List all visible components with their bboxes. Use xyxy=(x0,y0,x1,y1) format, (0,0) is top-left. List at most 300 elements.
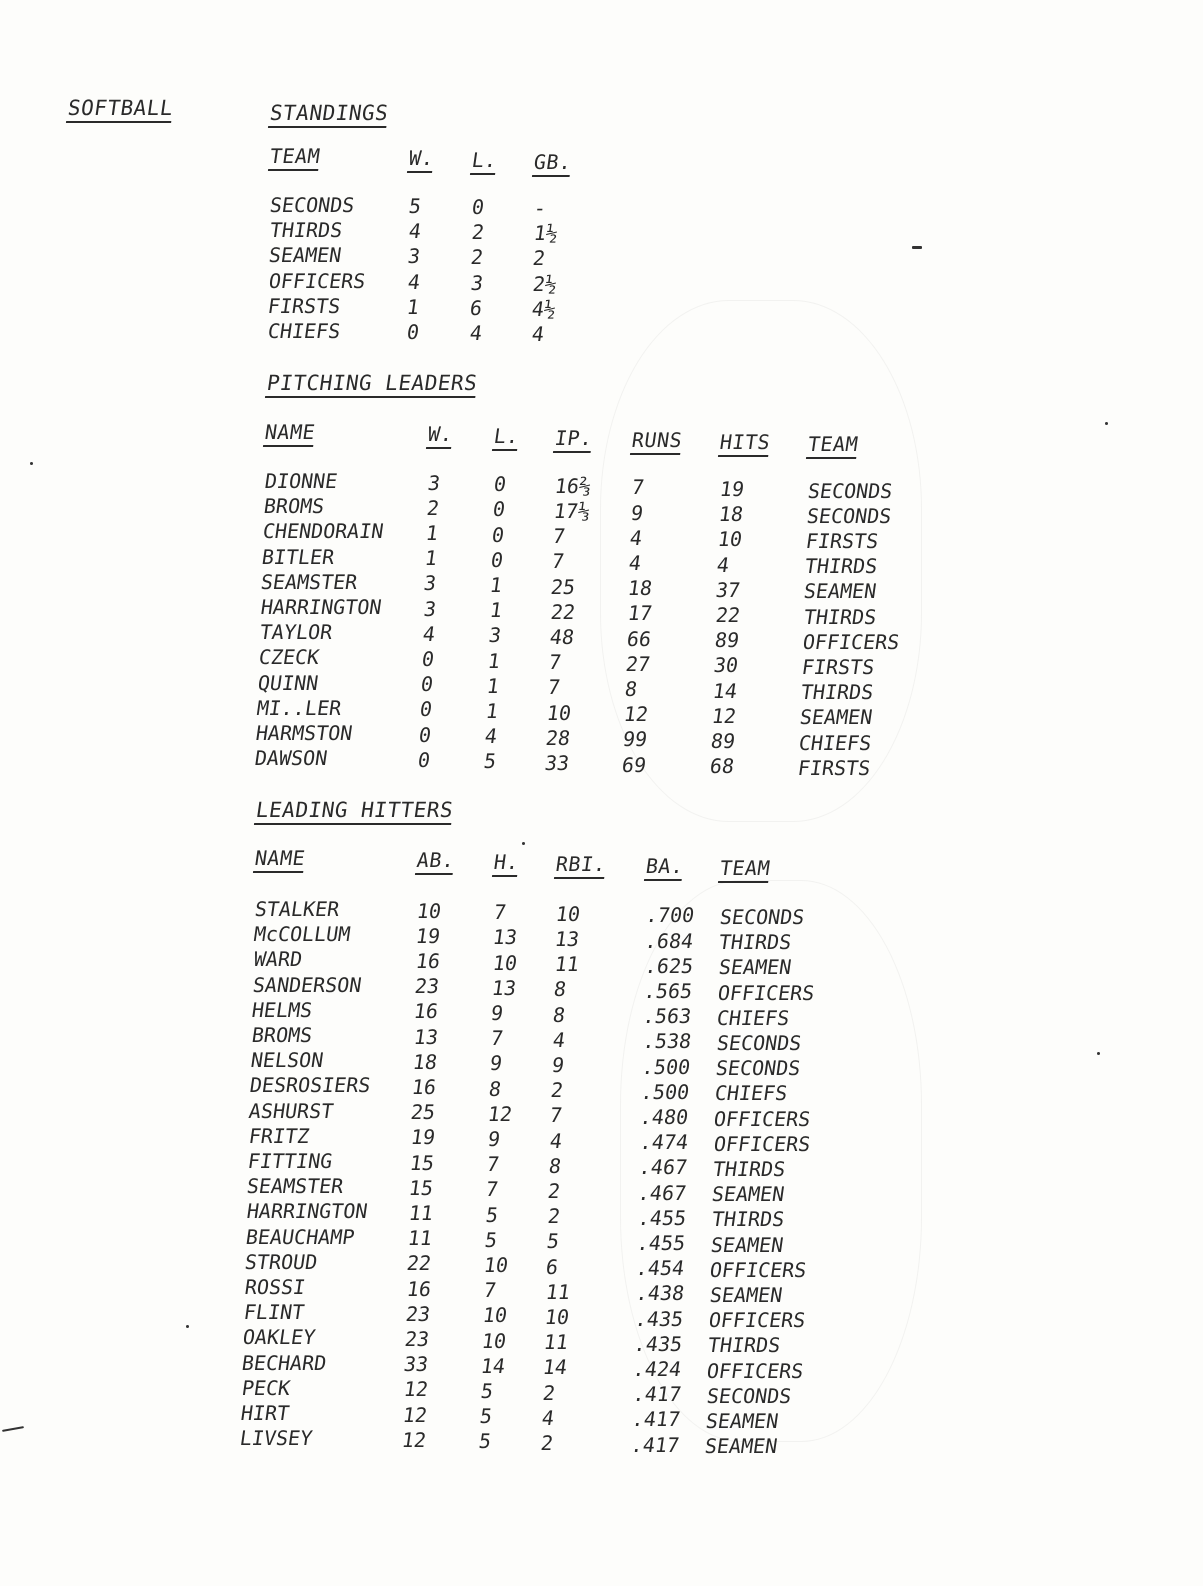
pitching-cell-runs: 9 xyxy=(629,500,645,525)
pitching-cell-runs: 4 xyxy=(628,525,644,550)
pitching-column-header: NAME xyxy=(263,420,317,444)
hitting-cell-h: 7 xyxy=(488,1026,505,1051)
hitting-cell-rbi: 8 xyxy=(547,1153,563,1178)
hitting-row xyxy=(0,1426,1203,1459)
hitting-cell-ba: .700 xyxy=(644,903,696,928)
hitting-cell-team: SEAMEN xyxy=(716,955,793,980)
hitting-row xyxy=(0,1375,1203,1408)
pitching-cell-hits: 14 xyxy=(711,678,739,703)
pitching-row xyxy=(0,544,1203,579)
hitting-cell-ab: 22 xyxy=(405,1251,433,1276)
hitting-cell-team: SEAMEN xyxy=(709,1232,785,1257)
hitting-row xyxy=(0,1048,1203,1081)
hitting-cell-name: ROSSI xyxy=(242,1275,307,1299)
hitting-cell-ab: 15 xyxy=(407,1175,436,1200)
pitching-cell-l: 1 xyxy=(488,572,505,597)
pitching-cell-hits: 19 xyxy=(718,477,746,501)
hitting-row xyxy=(0,947,1203,980)
pitching-cell-ip: 7 xyxy=(547,650,563,675)
hitting-cell-ba: .563 xyxy=(641,1004,694,1029)
hitting-cell-ab: 16 xyxy=(410,1074,438,1099)
hitting-cell-name: BROMS xyxy=(249,1023,314,1047)
hitting-cell-h: 9 xyxy=(488,1051,504,1076)
standings-cell-gb: 2 xyxy=(531,246,547,271)
pitching-cell-w: 1 xyxy=(423,546,440,571)
hitting-row xyxy=(0,922,1203,955)
pitching-cell-name: HARMSTON xyxy=(254,721,355,745)
hitting-cell-h: 13 xyxy=(490,975,518,1000)
hitting-cell-ab: 23 xyxy=(403,1326,431,1351)
hitting-cell-team: SECONDS xyxy=(705,1383,793,1408)
standings-cell-team: SECONDS xyxy=(268,193,356,217)
pitching-column-header: IP. xyxy=(553,426,595,450)
hitting-cell-h: 7 xyxy=(481,1278,498,1303)
hitting-row xyxy=(0,1073,1203,1106)
hitting-cell-team: CHIEFS xyxy=(715,1005,792,1030)
hitting-row xyxy=(0,1023,1203,1055)
hitting-row xyxy=(0,1199,1203,1232)
standings-cell-gb: 1½ xyxy=(531,221,560,246)
pitching-cell-ip: 7 xyxy=(551,524,567,549)
hitting-cell-team: SEAMEN xyxy=(704,1409,780,1433)
standings-cell-l: 3 xyxy=(469,270,485,295)
pitching-cell-w: 3 xyxy=(426,470,442,495)
pitching-cell-name: CHENDORAIN xyxy=(261,519,386,544)
hitting-cell-h: 12 xyxy=(486,1101,515,1126)
hitting-row xyxy=(0,1224,1203,1257)
hitting-cell-team: SECONDS xyxy=(714,1056,802,1081)
hitting-cell-ab: 18 xyxy=(411,1049,439,1074)
hitting-cell-ab: 19 xyxy=(414,923,443,948)
hitting-cell-ba: .424 xyxy=(631,1356,684,1381)
pitching-cell-w: 1 xyxy=(424,520,440,545)
hitting-cell-name: ASHURST xyxy=(247,1098,336,1123)
standings-cell-l: 4 xyxy=(468,321,484,345)
pitching-cell-ip: 25 xyxy=(549,574,578,599)
hitting-cell-name: FITTING xyxy=(246,1149,334,1173)
hitting-cell-team: SECONDS xyxy=(718,905,806,929)
pitching-cell-ip: 10 xyxy=(545,700,573,725)
pitching-row xyxy=(0,519,1203,553)
hitting-cell-ba: .417 xyxy=(631,1382,683,1407)
hitting-cell-ab: 12 xyxy=(400,1427,429,1452)
pitching-cell-ip: 7 xyxy=(546,675,562,700)
hitting-cell-team: SECONDS xyxy=(714,1031,803,1055)
pitching-column-header: W. xyxy=(426,422,455,446)
hitting-cell-name: OAKLEY xyxy=(241,1325,318,1350)
pitching-cell-w: 4 xyxy=(420,621,437,646)
pitching-cell-hits: 4 xyxy=(715,552,732,577)
pitching-cell-runs: 27 xyxy=(624,651,652,676)
pitching-cell-name: DIONNE xyxy=(263,469,339,493)
hitting-row xyxy=(0,1149,1203,1181)
standings-row xyxy=(0,243,1203,269)
hitting-cell-h: 7 xyxy=(485,1152,501,1177)
hitting-cell-team: OFFICERS xyxy=(708,1257,809,1282)
hitting-cell-name: DESROSIERS xyxy=(248,1073,373,1098)
pitching-cell-l: 0 xyxy=(491,497,507,522)
pitching-cell-l: 0 xyxy=(492,472,508,497)
standings-cell-gb: 2½ xyxy=(531,271,559,296)
hitting-cell-ba: .467 xyxy=(636,1180,689,1205)
standings-cell-gb: 4½ xyxy=(530,296,559,321)
pitching-cell-ip: 28 xyxy=(544,725,572,750)
pitching-cell-name: BROMS xyxy=(262,494,326,519)
pitching-cell-team: SECONDS xyxy=(806,478,894,503)
pitching-cell-name: CZECK xyxy=(257,645,321,670)
hitting-cell-rbi: 11 xyxy=(543,1279,572,1304)
standings-column-header: L. xyxy=(470,148,499,172)
hitting-cell-team: OFFICERS xyxy=(705,1358,806,1383)
standings-cell-team: THIRDS xyxy=(267,218,344,243)
pitching-cell-l: 0 xyxy=(490,522,506,547)
pitching-cell-runs: 17 xyxy=(625,601,654,626)
hitting-cell-rbi: 4 xyxy=(550,1027,567,1052)
standings-column-header: TEAM xyxy=(268,144,322,168)
hitting-cell-ab: 23 xyxy=(413,974,441,999)
hitting-cell-name: PECK xyxy=(240,1375,292,1400)
hitting-cell-ab: 15 xyxy=(408,1150,436,1175)
standings-cell-l: 2 xyxy=(469,220,486,245)
hitting-cell-rbi: 5 xyxy=(545,1229,561,1254)
hitting-row xyxy=(0,1325,1203,1358)
hitting-cell-team: SEAMEN xyxy=(703,1434,780,1459)
hitting-cell-ba: .480 xyxy=(638,1104,691,1129)
hitting-cell-rbi: 10 xyxy=(543,1304,571,1329)
hitting-column-header: AB. xyxy=(415,848,457,872)
standings-row xyxy=(0,269,1203,295)
pitching-row xyxy=(0,595,1203,629)
hitting-cell-name: FRITZ xyxy=(247,1123,311,1148)
pitching-cell-ip: 17⅓ xyxy=(552,498,592,523)
pitching-cell-ip: 22 xyxy=(548,599,577,624)
pitching-cell-ip: 7 xyxy=(550,549,567,574)
pitching-row xyxy=(0,695,1203,730)
hitting-row xyxy=(0,1401,1203,1433)
hitting-cell-ab: 16 xyxy=(412,999,440,1024)
hitting-cell-ba: .455 xyxy=(635,1230,687,1255)
standings-column-header: W. xyxy=(407,146,436,170)
standings-cell-team: CHIEFS xyxy=(266,319,342,343)
pitching-cell-name: DAWSON xyxy=(253,746,330,771)
standings-row xyxy=(0,319,1203,345)
pitching-cell-name: SEAMSTER xyxy=(259,569,360,594)
hitting-cell-rbi: 2 xyxy=(545,1204,562,1229)
pitching-cell-w: 2 xyxy=(425,495,441,520)
hitting-cell-rbi: 10 xyxy=(554,901,582,926)
hitting-cell-name: BEAUCHAMP xyxy=(244,1224,356,1249)
hitting-cell-ab: 33 xyxy=(402,1352,431,1377)
pitching-cell-team: THIRDS xyxy=(803,554,880,579)
hitting-cell-h: 9 xyxy=(489,1000,505,1025)
pitching-cell-hits: 68 xyxy=(708,754,736,779)
hitting-cell-rbi: 14 xyxy=(541,1355,570,1380)
hitting-cell-team: OFFICERS xyxy=(716,980,816,1005)
speck xyxy=(1105,422,1108,425)
hitting-cell-team: CHIEFS xyxy=(713,1081,790,1106)
hitting-cell-ab: 12 xyxy=(402,1377,430,1402)
hitting-cell-ab: 23 xyxy=(404,1301,432,1326)
pitching-cell-l: 1 xyxy=(484,698,500,723)
hitting-cell-name: WARD xyxy=(251,947,304,972)
pitching-row xyxy=(0,670,1203,705)
hitting-column-header: RBI. xyxy=(554,852,608,876)
pitching-cell-team: SEAMEN xyxy=(798,705,874,730)
pitching-cell-w: 0 xyxy=(417,722,433,747)
hitting-cell-ba: .438 xyxy=(633,1281,686,1306)
hitting-cell-rbi: 7 xyxy=(548,1103,565,1128)
pitching-cell-team: SEAMEN xyxy=(802,579,879,604)
hitting-cell-name: SEAMSTER xyxy=(245,1174,346,1199)
standings-row xyxy=(0,218,1203,244)
pitching-cell-name: QUINN xyxy=(256,670,320,695)
standings-row xyxy=(0,193,1203,219)
pitching-column-header: RUNS xyxy=(630,428,684,452)
pitching-cell-w: 0 xyxy=(418,697,434,722)
pitching-row xyxy=(0,645,1203,679)
hitting-cell-name: HELMS xyxy=(250,997,315,1022)
pitching-title: PITCHING LEADERS xyxy=(265,371,479,395)
pitching-cell-l: 0 xyxy=(489,547,506,572)
pitching-cell-runs: 99 xyxy=(621,727,649,752)
pitching-cell-l: 4 xyxy=(483,724,499,749)
hitting-cell-ab: 11 xyxy=(406,1200,435,1225)
hitting-cell-ba: .467 xyxy=(637,1155,689,1180)
hitting-cell-name: BECHARD xyxy=(240,1350,329,1375)
hitting-cell-rbi: 2 xyxy=(549,1078,565,1103)
hitting-column-header: TEAM xyxy=(718,856,772,880)
hitting-cell-h: 5 xyxy=(483,1227,499,1252)
standings-column-header: GB. xyxy=(532,150,574,174)
hitting-cell-rbi: 2 xyxy=(546,1178,563,1203)
hitting-cell-name: SANDERSON xyxy=(251,972,363,997)
hitting-cell-h: 10 xyxy=(481,1303,509,1328)
pitching-cell-runs: 8 xyxy=(623,676,639,701)
pitching-column-header: L. xyxy=(492,424,521,448)
hitting-cell-ba: .455 xyxy=(635,1205,688,1230)
standings-cell-team: OFFICERS xyxy=(267,268,367,293)
pitching-column-header: HITS xyxy=(718,430,772,454)
pitching-row xyxy=(0,494,1203,528)
hitting-row xyxy=(0,1249,1203,1282)
hitting-cell-team: THIRDS xyxy=(717,930,794,955)
pitching-cell-hits: 12 xyxy=(710,703,738,728)
hitting-cell-ab: 11 xyxy=(406,1226,434,1251)
standings-cell-w: 4 xyxy=(406,219,423,244)
standings-cell-team: SEAMEN xyxy=(267,243,344,268)
pitching-cell-name: MI..LER xyxy=(255,695,343,720)
hitting-cell-ab: 16 xyxy=(404,1276,433,1301)
hitting-cell-ba: .684 xyxy=(643,928,696,953)
pitching-cell-w: 0 xyxy=(420,646,436,671)
standings-cell-gb: 4 xyxy=(530,322,546,346)
hitting-cell-h: 5 xyxy=(483,1202,500,1227)
hitting-cell-ab: 19 xyxy=(409,1125,437,1150)
hitting-cell-h: 8 xyxy=(487,1076,503,1101)
pitching-cell-w: 3 xyxy=(422,571,439,596)
hitting-cell-team: THIRDS xyxy=(706,1333,783,1358)
pitching-cell-ip: 48 xyxy=(547,624,576,649)
hitting-cell-ab: 16 xyxy=(413,948,442,973)
pitching-cell-hits: 89 xyxy=(712,628,741,653)
hitting-title: LEADING HITTERS xyxy=(254,798,455,822)
pitching-cell-ip: 33 xyxy=(543,750,571,775)
pitching-cell-w: 0 xyxy=(416,747,432,772)
hitting-cell-h: 13 xyxy=(491,925,520,950)
hitting-cell-h: 9 xyxy=(486,1126,502,1151)
hitting-cell-ba: .625 xyxy=(642,953,695,978)
speck xyxy=(522,842,525,845)
hitting-row xyxy=(0,897,1203,929)
pitching-cell-ip: 16⅔ xyxy=(553,473,593,498)
hitting-cell-name: NELSON xyxy=(249,1048,325,1073)
pitching-cell-team: FIRSTS xyxy=(796,755,873,780)
pitching-cell-team: FIRSTS xyxy=(800,654,876,679)
standings-cell-w: 1 xyxy=(405,294,422,319)
hitting-cell-team: SEAMEN xyxy=(707,1283,784,1307)
pitching-cell-team: THIRDS xyxy=(799,680,875,705)
pitching-row xyxy=(0,746,1203,780)
hitting-cell-h: 10 xyxy=(482,1252,510,1277)
hitting-cell-rbi: 8 xyxy=(551,1002,567,1027)
hitting-cell-team: THIRDS xyxy=(709,1207,786,1232)
pitching-cell-runs: 12 xyxy=(622,702,650,727)
hitting-cell-team: THIRDS xyxy=(711,1157,787,1181)
standings-cell-l: 0 xyxy=(470,195,486,219)
hitting-cell-ba: .565 xyxy=(642,978,694,1003)
standings-title: STANDINGS xyxy=(268,101,390,125)
speck xyxy=(30,462,33,465)
hitting-cell-ab: 25 xyxy=(409,1100,438,1125)
pitching-cell-runs: 69 xyxy=(620,752,648,777)
pitching-row xyxy=(0,721,1203,755)
pitching-cell-hits: 18 xyxy=(717,502,745,527)
hitting-cell-name: STALKER xyxy=(253,897,341,921)
pitching-cell-name: BITLER xyxy=(260,544,337,569)
hitting-cell-team: OFFICERS xyxy=(707,1308,807,1333)
hitting-column-header: NAME xyxy=(253,846,307,870)
standings-cell-w: 5 xyxy=(407,194,423,218)
pitching-cell-l: 5 xyxy=(482,749,498,774)
pitching-row xyxy=(0,620,1203,654)
pitching-cell-team: OFFICERS xyxy=(800,629,901,654)
hitting-row xyxy=(0,1350,1203,1383)
pitching-cell-l: 3 xyxy=(486,623,503,648)
hitting-cell-team: SEAMEN xyxy=(710,1182,787,1207)
pitching-cell-w: 0 xyxy=(419,672,435,697)
standings-row xyxy=(0,294,1203,320)
hitting-cell-ba: .454 xyxy=(634,1256,687,1281)
pitching-cell-w: 3 xyxy=(421,596,438,621)
hitting-cell-name: McCOLLUM xyxy=(252,922,353,947)
hitting-row xyxy=(0,1275,1203,1307)
hitting-column-header: BA. xyxy=(644,854,686,878)
standings-cell-gb: - xyxy=(532,196,548,220)
hitting-cell-ba: .500 xyxy=(639,1079,691,1104)
hitting-cell-h: 7 xyxy=(484,1177,501,1202)
hitting-cell-ba: .474 xyxy=(638,1130,690,1155)
pitching-cell-hits: 22 xyxy=(713,603,742,627)
hitting-cell-rbi: 11 xyxy=(542,1330,570,1355)
pitching-cell-runs: 7 xyxy=(630,475,646,500)
standings-cell-team: FIRSTS xyxy=(266,293,343,318)
hitting-cell-ba: .435 xyxy=(632,1331,684,1356)
hitting-cell-h: 7 xyxy=(492,900,508,925)
pitching-cell-l: 1 xyxy=(485,673,501,698)
page-label: SOFTBALL xyxy=(66,96,175,120)
hitting-cell-rbi: 2 xyxy=(541,1380,557,1405)
standings-cell-l: 6 xyxy=(468,295,485,320)
hitting-row xyxy=(0,1174,1203,1207)
standings-cell-w: 3 xyxy=(406,244,422,269)
hitting-cell-name: STROUD xyxy=(243,1249,320,1274)
pitching-cell-team: THIRDS xyxy=(801,604,878,629)
pitching-cell-hits: 37 xyxy=(714,577,743,602)
hitting-row xyxy=(0,1123,1203,1156)
hitting-cell-name: LIVSEY xyxy=(238,1426,315,1451)
standings-cell-w: 0 xyxy=(405,320,421,344)
hitting-cell-name: HIRT xyxy=(239,1401,291,1425)
pitching-column-header: TEAM xyxy=(806,432,860,456)
hitting-cell-rbi: 2 xyxy=(539,1430,556,1455)
pitching-cell-team: CHIEFS xyxy=(797,730,873,755)
standings-cell-l: 2 xyxy=(469,245,485,270)
standings-cell-w: 4 xyxy=(406,269,422,294)
hitting-cell-ba: .538 xyxy=(640,1029,693,1054)
pitching-cell-name: TAYLOR xyxy=(257,620,334,645)
hitting-cell-team: OFFICERS xyxy=(712,1106,813,1131)
hitting-cell-ba: .417 xyxy=(629,1432,682,1457)
hitting-row xyxy=(0,1098,1203,1131)
hitting-cell-team: OFFICERS xyxy=(712,1131,812,1156)
pitching-cell-team: SECONDS xyxy=(805,503,894,528)
hitting-cell-ab: 12 xyxy=(401,1402,429,1427)
pitching-row xyxy=(0,569,1203,604)
hitting-column-header: H. xyxy=(492,850,521,874)
hitting-cell-ab: 13 xyxy=(411,1024,440,1049)
pitching-cell-name: HARRINGTON xyxy=(258,595,383,619)
pitching-cell-runs: 4 xyxy=(627,550,644,575)
hitting-cell-h: 10 xyxy=(490,950,519,975)
hitting-cell-rbi: 4 xyxy=(540,1405,556,1430)
pitching-cell-team: FIRSTS xyxy=(804,528,881,553)
hitting-cell-h: 5 xyxy=(477,1429,494,1454)
hitting-cell-name: FLINT xyxy=(242,1300,306,1325)
hitting-cell-rbi: 6 xyxy=(544,1254,560,1279)
pitching-cell-hits: 10 xyxy=(716,527,744,552)
pitching-cell-l: 1 xyxy=(487,598,504,623)
pitching-cell-runs: 18 xyxy=(626,576,655,601)
hitting-cell-rbi: 11 xyxy=(552,952,581,977)
pitching-cell-l: 1 xyxy=(486,648,502,673)
hitting-cell-h: 10 xyxy=(480,1328,508,1353)
hitting-cell-rbi: 9 xyxy=(550,1052,566,1077)
pitching-cell-runs: 66 xyxy=(624,626,653,651)
hitting-cell-rbi: 13 xyxy=(553,926,582,951)
hitting-cell-rbi: 8 xyxy=(552,977,568,1002)
hitting-cell-h: 5 xyxy=(478,1404,494,1429)
hitting-cell-ba: .435 xyxy=(633,1306,685,1331)
hitting-cell-rbi: 4 xyxy=(548,1128,564,1153)
hitting-cell-h: 5 xyxy=(479,1378,495,1403)
hitting-row xyxy=(0,1300,1203,1333)
pitching-row xyxy=(0,469,1203,503)
hitting-row xyxy=(0,972,1203,1005)
hitting-cell-h: 14 xyxy=(479,1353,508,1378)
hitting-cell-ba: .417 xyxy=(630,1407,682,1432)
hitting-cell-ab: 10 xyxy=(415,898,443,923)
hitting-row xyxy=(0,997,1203,1030)
